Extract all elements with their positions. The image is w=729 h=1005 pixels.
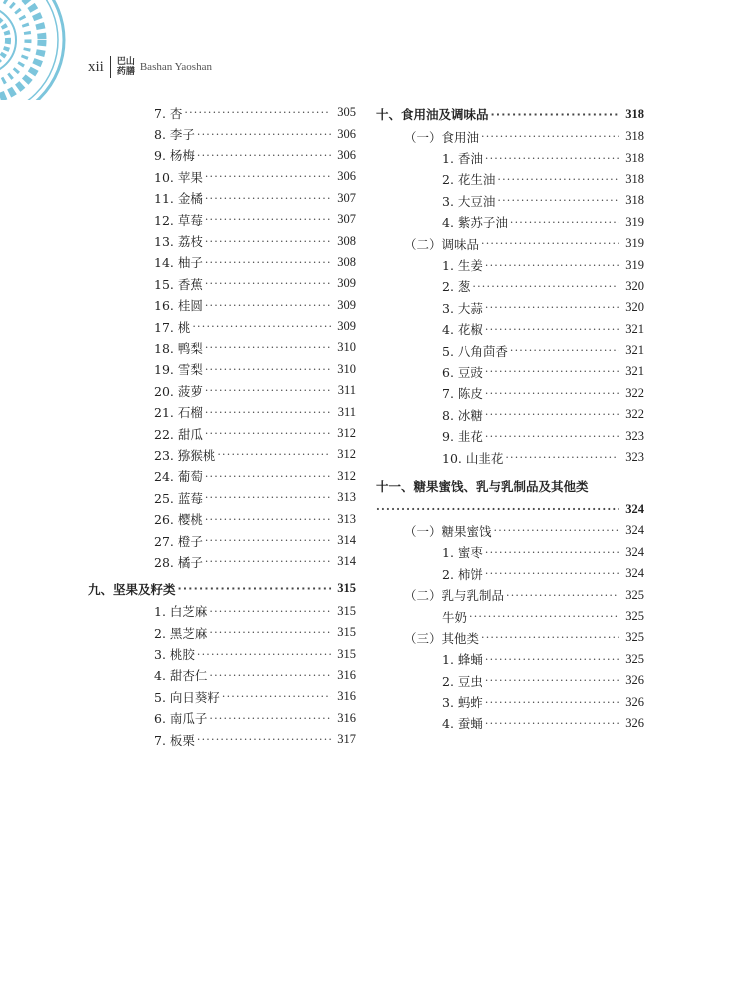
- toc-entry[interactable]: [88, 188, 356, 209]
- leader-dots: [485, 408, 619, 421]
- toc-entry[interactable]: [88, 166, 356, 187]
- toc-section-10[interactable]: 十、食用油及调味品 ····· 318: [376, 102, 644, 126]
- toc-entry[interactable]: [376, 606, 644, 627]
- header-divider: [110, 56, 111, 78]
- leader-dots: [485, 674, 619, 687]
- leader-dots: [205, 384, 331, 397]
- toc-entry-label: 18. 鸭梨: [154, 340, 203, 356]
- leader-dots: [469, 610, 619, 623]
- toc-section-9[interactable]: 九、坚果及籽类 ····· 315: [88, 577, 356, 601]
- toc-entry[interactable]: [376, 276, 644, 297]
- leader-dots: [209, 605, 331, 618]
- toc-entry-page: 306: [331, 127, 356, 142]
- corner-ornament: [0, 0, 70, 100]
- toc-entry[interactable]: [88, 530, 356, 551]
- toc-entry[interactable]: [376, 212, 644, 233]
- toc-entry-label: 23. 猕猴桃: [154, 447, 216, 463]
- toc-subsection-candy[interactable]: （一）糖果蜜饯 ····· 324: [376, 520, 644, 541]
- toc-subsection-dairy[interactable]: （二）乳与乳制品 ····· 325: [376, 584, 644, 605]
- toc-entry-label: 3. 大豆油: [442, 193, 496, 209]
- leader-dots: [197, 733, 331, 746]
- toc-entry[interactable]: [88, 444, 356, 465]
- leader-dots: [485, 387, 619, 400]
- toc-entry[interactable]: [88, 665, 356, 686]
- toc-entry-page: 305: [331, 105, 356, 120]
- toc-entry-label: 4. 蚕蛹: [442, 716, 483, 732]
- toc-entry-page: 306: [331, 169, 356, 184]
- toc-entry[interactable]: [88, 551, 356, 572]
- toc-entry-page: 322: [619, 386, 644, 401]
- leader-dots: [506, 589, 619, 602]
- leader-dots: [494, 524, 619, 537]
- leader-dots: [205, 256, 331, 269]
- toc-entry-page: 321: [619, 343, 644, 358]
- toc-entry-page: 310: [331, 340, 356, 355]
- page-number: xii: [88, 58, 104, 75]
- toc-entry[interactable]: [376, 297, 644, 318]
- toc-entry-label: 15. 香蕉: [154, 276, 203, 292]
- toc-subsection-oil[interactable]: （一）食用油 ····· 318: [376, 126, 644, 147]
- toc-entry[interactable]: [376, 147, 644, 168]
- toc-entry-page: 324: [619, 566, 644, 581]
- toc-entry-label: 8. 冰糖: [442, 407, 483, 423]
- toc-entry[interactable]: [376, 319, 644, 340]
- toc-entry-page: 325: [619, 609, 644, 624]
- toc-entry-page: 315: [331, 604, 356, 619]
- leader-dots: [222, 690, 331, 703]
- toc-entry-label: 26. 樱桃: [154, 512, 203, 528]
- leader-dots: [205, 534, 331, 547]
- toc-entry-page: 321: [619, 364, 644, 379]
- toc-entry[interactable]: [88, 230, 356, 251]
- toc-entry-page: 326: [619, 716, 644, 731]
- toc-entry-page: 309: [331, 319, 356, 334]
- leader-dots: [205, 555, 331, 568]
- leader-dots: [485, 653, 619, 666]
- toc-entry-label: 7. 板栗: [154, 732, 195, 748]
- toc-entry[interactable]: [88, 643, 356, 664]
- leader-dots: [485, 301, 619, 314]
- leader-dots: [209, 669, 331, 682]
- toc-entry-label: 3. 蚂蚱: [442, 695, 483, 711]
- toc-entry[interactable]: [376, 190, 644, 211]
- toc-subsection-seasoning[interactable]: （二）调味品 ····· 319: [376, 233, 644, 254]
- toc-entry-page: 311: [331, 405, 356, 420]
- leader-dots: [192, 320, 331, 333]
- leader-dots: [510, 216, 619, 229]
- toc-entry-label: 14. 柚子: [154, 255, 203, 271]
- toc-entry-page: 318: [619, 151, 644, 166]
- toc-entry-page: 310: [331, 362, 356, 377]
- leader-dots: [510, 344, 619, 357]
- leader-dots: [209, 626, 331, 639]
- toc-entry-label: 2. 柿饼: [442, 566, 483, 582]
- leader-dots: [205, 406, 331, 419]
- leader-dots: [178, 582, 331, 595]
- toc-left-column: [88, 102, 356, 750]
- leader-dots: [481, 237, 619, 250]
- toc-entry-page: 315: [331, 647, 356, 662]
- toc-entry-page: 318: [619, 172, 644, 187]
- toc-entry-page: 313: [331, 490, 356, 505]
- toc-entry-page: 313: [331, 512, 356, 527]
- toc-entry-label: 1. 蜂蛹: [442, 652, 483, 668]
- leader-dots: [197, 149, 331, 162]
- toc-right-column: [376, 102, 644, 734]
- toc-entry-label: 8. 李子: [154, 127, 195, 143]
- toc-entry[interactable]: [88, 102, 356, 123]
- toc-entry[interactable]: [376, 340, 644, 361]
- leader-dots: [485, 567, 619, 580]
- toc-entry-label: 10. 山韭花: [442, 450, 504, 466]
- toc-entry-label: 20. 菠萝: [154, 383, 203, 399]
- toc-entry-page: 320: [619, 300, 644, 315]
- leader-dots: [205, 170, 331, 183]
- toc-entry-page: 316: [331, 711, 356, 726]
- toc-entry[interactable]: [376, 425, 644, 446]
- toc-entry-label: 9. 杨梅: [154, 148, 195, 164]
- toc-entry-label: 3. 大蒜: [442, 300, 483, 316]
- leader-dots: [205, 491, 331, 504]
- toc-entry-label: 1. 香油: [442, 151, 483, 167]
- toc-entry-label: 9. 韭花: [442, 429, 483, 445]
- toc-entry-label: 2. 豆虫: [442, 673, 483, 689]
- toc-entry[interactable]: [88, 423, 356, 444]
- toc-entry-label: 13. 荔枝: [154, 234, 203, 250]
- leader-dots: [485, 365, 619, 378]
- toc-entry-page: 311: [331, 383, 356, 398]
- toc-entry-label: 28. 橘子: [154, 554, 203, 570]
- toc-entry[interactable]: [376, 713, 644, 734]
- leader-dots: [497, 173, 619, 186]
- toc-entry-label: 1. 白芝麻: [154, 604, 208, 620]
- toc-entry-page: 323: [619, 429, 644, 444]
- leader-dots: [505, 451, 619, 464]
- toc-entry-label: 22. 甜瓜: [154, 426, 203, 442]
- toc-entry-page: 324: [619, 545, 644, 560]
- toc-entry[interactable]: [376, 691, 644, 712]
- book-title: Bashan Yaoshan: [139, 61, 212, 73]
- toc-subsection-other[interactable]: （三）其他类 ····· 325: [376, 627, 644, 648]
- toc-entry[interactable]: [88, 466, 356, 487]
- leader-dots: [485, 430, 619, 443]
- toc-entry-page: 319: [619, 258, 644, 273]
- toc-entry[interactable]: [88, 209, 356, 230]
- toc-entry[interactable]: [376, 649, 644, 670]
- toc-entry[interactable]: [88, 686, 356, 707]
- toc-entry[interactable]: [376, 169, 644, 190]
- toc-entry-label: 16. 桂圆: [154, 298, 203, 314]
- toc-entry-page: 314: [331, 554, 356, 569]
- toc-entry[interactable]: [376, 563, 644, 584]
- toc-entry-page: 321: [619, 322, 644, 337]
- toc-section-11-leader[interactable]: ····· 324: [376, 498, 644, 520]
- toc-entry-label: 5. 八角茴香: [442, 343, 508, 359]
- toc-entry-label: 12. 草莓: [154, 212, 203, 228]
- leader-dots: [197, 648, 331, 661]
- toc-entry-label: 2. 黑芝麻: [154, 625, 208, 641]
- toc-entry-label: 24. 葡萄: [154, 469, 203, 485]
- toc-entry[interactable]: [88, 359, 356, 380]
- book-logo-line1: 巴山: [116, 57, 135, 67]
- toc-entry[interactable]: [88, 401, 356, 422]
- leader-dots: [376, 503, 619, 516]
- toc-entry-label: 25. 蓝莓: [154, 490, 203, 506]
- toc-entry-label: 牛奶: [442, 609, 468, 625]
- leader-dots: [485, 259, 619, 272]
- toc-entry-page: 307: [331, 212, 356, 227]
- toc-entry[interactable]: [88, 508, 356, 529]
- toc-entry-page: 308: [331, 255, 356, 270]
- book-logo-line2: 药膳: [116, 67, 135, 77]
- leader-dots: [485, 696, 619, 709]
- leader-dots: [472, 280, 619, 293]
- toc-entry-page: 326: [619, 695, 644, 710]
- toc-entry[interactable]: [88, 708, 356, 729]
- toc-entry[interactable]: [88, 337, 356, 358]
- toc-entry-label: 7. 杏: [154, 105, 183, 121]
- leader-dots: [491, 108, 619, 121]
- toc-entry-label: 6. 南瓜子: [154, 711, 208, 727]
- toc-entry-page: 322: [619, 407, 644, 422]
- toc-entry[interactable]: [88, 622, 356, 643]
- toc-entry[interactable]: [88, 123, 356, 144]
- toc-entry-page: 306: [331, 148, 356, 163]
- toc-entry-page: 320: [619, 279, 644, 294]
- toc-entry[interactable]: [88, 380, 356, 401]
- toc-entry[interactable]: [376, 447, 644, 468]
- toc-entry-page: 316: [331, 668, 356, 683]
- toc-entry-page: 316: [331, 689, 356, 704]
- toc-entry[interactable]: [88, 295, 356, 316]
- toc-entry-label: 5. 向日葵籽: [154, 689, 220, 705]
- toc-section-11-title[interactable]: 十一、糖果蜜饯、乳与乳制品及其他类: [376, 479, 589, 495]
- toc-entry-label: 11. 金橘: [154, 191, 203, 207]
- running-header: [88, 56, 212, 78]
- toc-entry-page: 309: [331, 298, 356, 313]
- toc-entry-label: 10. 苹果: [154, 169, 203, 185]
- leader-dots: [205, 235, 331, 248]
- toc-entry-label: 4. 甜杏仁: [154, 668, 208, 684]
- toc-entry[interactable]: [88, 316, 356, 337]
- leader-dots: [205, 427, 331, 440]
- toc-entry-label: 19. 雪梨: [154, 362, 203, 378]
- toc-entry[interactable]: [376, 383, 644, 404]
- toc-entry-page: 312: [331, 447, 356, 462]
- toc-entry-page: 312: [331, 426, 356, 441]
- leader-dots: [205, 192, 331, 205]
- toc-entry[interactable]: [376, 404, 644, 425]
- leader-dots: [481, 631, 619, 644]
- toc-entry-page: 309: [331, 276, 356, 291]
- leader-dots: [481, 130, 619, 143]
- toc-entry-label: 2. 葱: [442, 279, 471, 295]
- toc-entry-label: 27. 橙子: [154, 533, 203, 549]
- toc-entry-page: 319: [619, 215, 644, 230]
- toc-entry[interactable]: [376, 670, 644, 691]
- leader-dots: [209, 712, 331, 725]
- leader-dots: [485, 717, 619, 730]
- leader-dots: [497, 194, 619, 207]
- toc-entry-page: 315: [331, 625, 356, 640]
- toc-entry[interactable]: [88, 252, 356, 273]
- toc-entry[interactable]: [88, 729, 356, 750]
- leader-dots: [485, 323, 619, 336]
- leader-dots: [197, 128, 331, 141]
- toc-entry-label: 6. 豆豉: [442, 364, 483, 380]
- toc-entry[interactable]: [376, 542, 644, 563]
- toc-entry-label: 4. 紫苏子油: [442, 215, 508, 231]
- toc-entry-page: 318: [619, 193, 644, 208]
- leader-dots: [184, 106, 331, 119]
- leader-dots: [205, 341, 331, 354]
- toc-entry-label: 4. 花椒: [442, 322, 483, 338]
- book-logo: [116, 57, 136, 77]
- leader-dots: [205, 363, 331, 376]
- leader-dots: [217, 448, 331, 461]
- toc-entry[interactable]: [376, 361, 644, 382]
- toc-entry-label: 7. 陈皮: [442, 386, 483, 402]
- toc-entry-page: 314: [331, 533, 356, 548]
- toc-entry-page: 312: [331, 469, 356, 484]
- toc-entry-page: 325: [619, 652, 644, 667]
- toc-entry-label: 21. 石榴: [154, 405, 203, 421]
- toc-entry-label: 3. 桃胶: [154, 647, 195, 663]
- toc-entry[interactable]: [88, 487, 356, 508]
- toc-entry-page: 326: [619, 673, 644, 688]
- toc-entry-page: 307: [331, 191, 356, 206]
- leader-dots: [205, 513, 331, 526]
- toc-entry-page: 308: [331, 234, 356, 249]
- leader-dots: [485, 546, 619, 559]
- toc-entry-label: 1. 生姜: [442, 258, 483, 274]
- toc-entry[interactable]: [88, 145, 356, 166]
- leader-dots: [205, 213, 331, 226]
- toc-entry-label: 1. 蜜枣: [442, 545, 483, 561]
- toc-entry[interactable]: [88, 273, 356, 294]
- toc-entry-page: 323: [619, 450, 644, 465]
- toc-entry[interactable]: [376, 254, 644, 275]
- toc-entry-label: 17. 桃: [154, 319, 191, 335]
- toc-entry-page: 317: [331, 732, 356, 747]
- leader-dots: [205, 299, 331, 312]
- leader-dots: [205, 277, 331, 290]
- leader-dots: [485, 152, 619, 165]
- toc-entry-label: 2. 花生油: [442, 172, 496, 188]
- toc-entry[interactable]: [88, 601, 356, 622]
- leader-dots: [205, 470, 331, 483]
